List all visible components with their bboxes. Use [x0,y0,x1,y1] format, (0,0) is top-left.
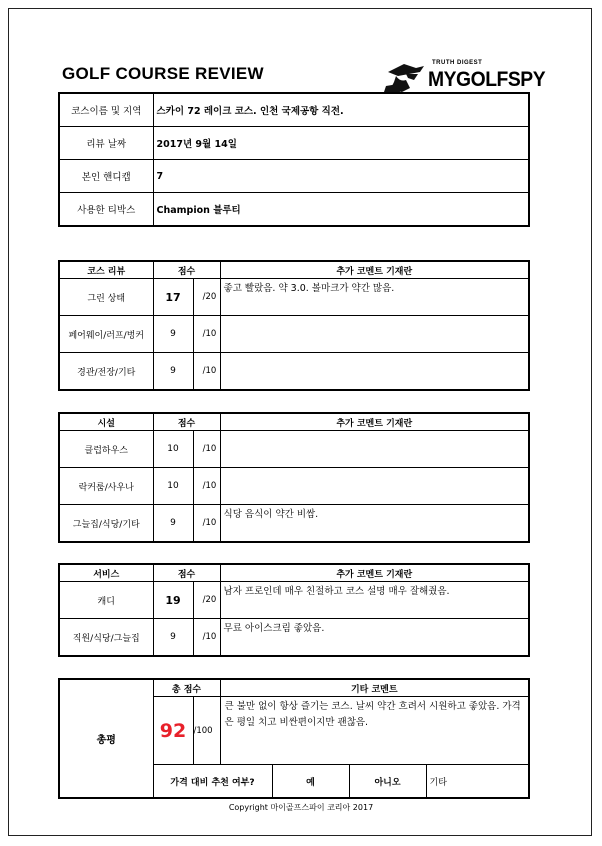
row-max: /20 [193,582,220,619]
teebox-value: Champion 블루티 [153,193,529,227]
recommend-question: 가격 대비 추천 여부? [153,765,272,799]
row-max: /20 [193,279,220,316]
total-max: /100 [193,697,220,765]
row-comment [220,316,529,353]
row-score: 10 [153,468,193,505]
row-score: 9 [153,353,193,391]
recommend-other: 기타 [426,765,529,799]
row-label: 페어웨이/러프/벙커 [59,316,153,353]
table-row [59,353,529,391]
row-comment: 식당 음식이 약간 비쌈. [220,505,529,543]
table-row [59,619,529,657]
other-comment-header: 기타 코멘트 [220,679,529,697]
table-row [59,93,529,127]
logo-tagline: TRUTH DIGEST [432,60,483,66]
table-row [59,279,529,316]
score-header: 점수 [153,564,220,582]
logo-brand: MYGOLFSPY [428,68,546,91]
course-name-label: 코스이름 및 지역 [59,93,153,127]
row-max: /10 [193,353,220,391]
comment-header: 추가 코멘트 기재란 [220,413,529,431]
service-table [58,563,530,657]
row-label: 락커룸/사우나 [59,468,153,505]
summary-label: 총평 [59,679,153,798]
review-date-value: 2017년 9월 14일 [153,127,529,160]
comment-header: 추가 코멘트 기재란 [220,564,529,582]
row-comment: 좋고 빨랐음. 약 3.0. 볼마크가 약간 많음. [220,279,529,316]
row-comment [220,431,529,468]
recommend-yes: 예 [272,765,349,799]
facility-table [58,412,530,543]
spy-icon [384,60,428,94]
row-max: /10 [193,619,220,657]
service-header: 서비스 [59,564,153,582]
table-row [59,316,529,353]
row-label: 직원/식당/그늘집 [59,619,153,657]
row-max: /10 [193,431,220,468]
facility-header: 시설 [59,413,153,431]
course-review-header: 코스 리뷰 [59,261,153,279]
score-header: 점수 [153,413,220,431]
course-info-table [58,92,530,227]
table-row [59,127,529,160]
table-row [59,505,529,543]
table-row [59,582,529,619]
row-comment [220,353,529,391]
row-label: 경관/전장/기타 [59,353,153,391]
row-max: /10 [193,468,220,505]
table-row [59,160,529,193]
table-row [59,468,529,505]
teebox-label: 사용한 티박스 [59,193,153,227]
comment-header: 추가 코멘트 기재란 [220,261,529,279]
row-score: 10 [153,431,193,468]
row-score: 19 [153,582,193,619]
table-row [59,193,529,227]
total-score: 92 [153,697,193,765]
row-label: 클럽하우스 [59,431,153,468]
page-title: GOLF COURSE REVIEW [62,64,264,83]
row-comment: 남자 프로인데 매우 친절하고 코스 설명 매우 잘해줬음. [220,582,529,619]
row-max: /10 [193,505,220,543]
review-date-label: 리뷰 날짜 [59,127,153,160]
row-score: 9 [153,619,193,657]
handicap-label: 본인 핸디캡 [59,160,153,193]
total-score-header: 총 점수 [153,679,220,697]
row-label: 그늘집/식당/기타 [59,505,153,543]
mygolfspy-logo [384,58,546,94]
course-name-value: 스카이 72 레이크 코스. 인천 국제공항 직전. [153,93,529,127]
row-label: 그린 상태 [59,279,153,316]
recommend-no: 아니오 [349,765,426,799]
summary-comment: 큰 불만 없이 항상 즐기는 코스. 날씨 약간 흐려서 시원하고 좋았음. 가격은 평일 치고 비싼편이지만 괜찮음. [220,697,529,765]
copyright: Copyright 마이골프스파이 코리아 2017 [228,803,374,812]
summary-table [58,678,530,799]
row-max: /10 [193,316,220,353]
row-score: 9 [153,505,193,543]
score-header: 점수 [153,261,220,279]
row-label: 캐디 [59,582,153,619]
row-comment: 무료 아이스크림 좋았음. [220,619,529,657]
handicap-value: 7 [153,160,529,193]
course-review-table [58,260,530,391]
row-score: 9 [153,316,193,353]
table-row [59,431,529,468]
row-comment [220,468,529,505]
row-score: 17 [153,279,193,316]
